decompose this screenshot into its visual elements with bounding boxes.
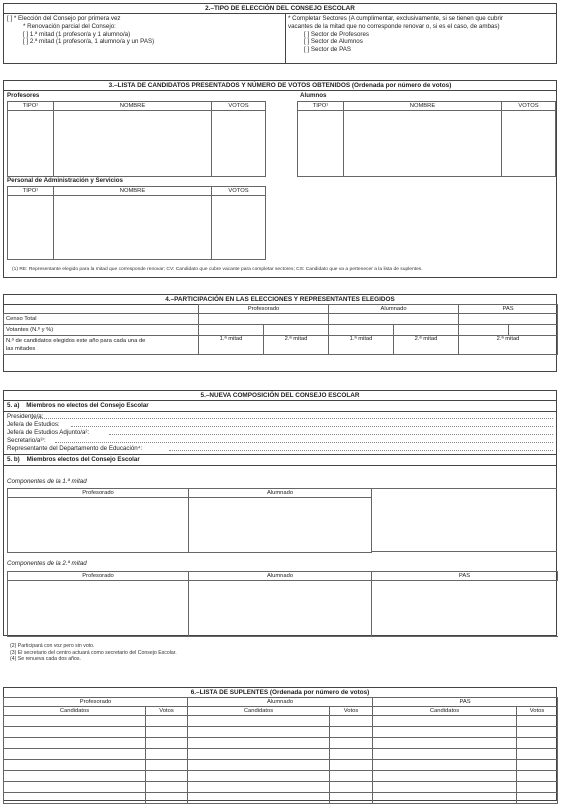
pas-candidates-table	[7, 186, 266, 260]
section-3-title: 3.–LISTA DE CANDIDATOS PRESENTADOS Y NÚMERO DE VOTOS OBTENIDOS (Ordenada por número de votos)	[4, 81, 556, 91]
section-5-box	[3, 390, 557, 636]
alum-votes-cell[interactable]	[330, 716, 373, 727]
col-tipo: TIPO¹	[298, 102, 344, 111]
first-half-components-label: Componentes de la 1.ª mitad	[7, 478, 87, 485]
prof-votes-cell[interactable]	[146, 727, 188, 738]
col-profesorado: Profesorado	[8, 489, 189, 498]
prof-votes-cell[interactable]	[146, 716, 188, 727]
alum-candidate-cell[interactable]	[188, 760, 330, 771]
censo-alum-cell[interactable]	[329, 314, 459, 325]
votantes-label: Votantes (N.º y %)	[4, 325, 199, 336]
nombre-cell[interactable]	[54, 111, 212, 177]
prof-votes-cell[interactable]	[146, 738, 188, 749]
first-time-label: * Elección del Consejo por primera vez	[13, 15, 121, 22]
tipo-cell[interactable]	[8, 111, 54, 177]
secretary-field[interactable]	[55, 442, 553, 443]
col-votos: Votos	[146, 707, 188, 716]
prof-mitad-1: 1.ª mitad	[199, 336, 264, 355]
col-alumnado: Alumnado	[329, 305, 459, 314]
group-pas: PAS	[373, 698, 558, 707]
prof-candidate-cell[interactable]	[4, 771, 146, 782]
prof-votes-cell[interactable]	[146, 749, 188, 760]
second-half-components-label: Componentes de la 2.ª mitad	[7, 560, 87, 567]
head-studies-label: Jefe/a de Estudios:	[7, 421, 60, 428]
first-time-checkbox[interactable]: [ ]	[7, 15, 13, 22]
pas-candidate-cell[interactable]	[373, 760, 517, 771]
section-4-box	[3, 294, 557, 372]
deputy-head-label: Jefe/a de Estudios Adjunto/a²:	[7, 429, 90, 436]
alum-votes-cell[interactable]	[330, 749, 373, 760]
section-5a-number: 5. a)	[7, 402, 20, 409]
partial-renewal-label: * Renovación parcial del Consejo:	[23, 22, 116, 30]
prof-candidate-cell[interactable]	[4, 749, 146, 760]
col-candidatos: Candidatos	[4, 707, 146, 716]
col-alumnado: Alumnado	[189, 572, 372, 581]
teachers-candidates-table	[7, 101, 266, 177]
prof-votes-cell[interactable]	[146, 793, 188, 804]
col-votos: Votos	[330, 707, 373, 716]
substitute-row	[4, 760, 558, 771]
col-pas: PAS	[459, 305, 558, 314]
votantes-alum-pct[interactable]	[394, 325, 459, 336]
secretary-label: Secretario/a³⁾:	[7, 437, 46, 444]
elegidos-label-line1: N.º de candidatos elegidos este año para cada una de	[6, 338, 146, 344]
substitute-row	[4, 727, 558, 738]
section-5b-number: 5. b)	[7, 456, 20, 463]
prof-candidate-cell[interactable]	[4, 760, 146, 771]
col-candidatos: Candidatos	[188, 707, 330, 716]
prof-candidate-cell[interactable]	[4, 782, 146, 793]
nombre-cell[interactable]	[54, 196, 212, 260]
pas-members-cell[interactable]	[372, 581, 558, 637]
students-label: Alumnos	[300, 92, 327, 99]
col-nombre: NOMBRE	[54, 187, 212, 196]
pas-votes-cell[interactable]	[517, 716, 558, 727]
alum-candidate-cell[interactable]	[188, 749, 330, 760]
prof-members-cell[interactable]	[8, 581, 189, 637]
participation-table	[3, 304, 558, 355]
alum-mitad-1: 1.ª mitad	[329, 336, 394, 355]
votantes-pas-n[interactable]	[459, 325, 509, 336]
col-profesorado: Profesorado	[199, 305, 329, 314]
section-5a-rule	[4, 411, 556, 412]
alum-candidate-cell[interactable]	[188, 771, 330, 782]
alum-votes-cell[interactable]	[330, 738, 373, 749]
elegidos-label-line2: las mitades	[6, 346, 36, 352]
deputy-head-field[interactable]	[109, 434, 553, 435]
students-candidates-table	[297, 101, 556, 177]
alum-mitad-2: 2.ª mitad	[394, 336, 459, 355]
alum-votes-cell[interactable]	[330, 727, 373, 738]
section-5-notes	[10, 643, 177, 663]
pas-votes-cell[interactable]	[517, 793, 558, 804]
footnote-4: (4) Se renueva cada dos años.	[10, 656, 81, 662]
col-tipo: TIPO¹	[8, 102, 54, 111]
footnote-3: (3) El secretario del centro actuará como secretario del Consejo Escolar.	[10, 649, 177, 656]
pas-candidate-cell[interactable]	[373, 727, 517, 738]
alum-members-cell[interactable]	[189, 581, 372, 637]
votantes-pas-pct[interactable]	[509, 325, 558, 336]
prof-votes-cell[interactable]	[146, 760, 188, 771]
prof-votes-cell[interactable]	[146, 782, 188, 793]
president-label: Presidente/a:	[7, 413, 44, 420]
section-6-title: 6.–LISTA DE SUPLENTES (Ordenada por número de votos)	[4, 688, 556, 698]
substitute-row	[4, 771, 558, 782]
sector-pas-option[interactable]: [ ] Sector de PAS	[304, 46, 352, 53]
votos-cell[interactable]	[212, 111, 266, 177]
complete-sectors-label: * Completar Sectores (A cumplimentar, exclusivamente, si se tienen que cubrir	[288, 15, 503, 22]
pas-votes-cell[interactable]	[517, 738, 558, 749]
group-profesorado: Profesorado	[4, 698, 188, 707]
elegidos-label	[4, 336, 199, 355]
substitute-row	[4, 749, 558, 760]
section-6-box	[3, 687, 557, 801]
col-votos: VOTOS	[212, 187, 266, 196]
tipo-cell[interactable]	[298, 111, 344, 177]
prof-mitad-2: 2.ª mitad	[264, 336, 329, 355]
pas-candidate-cell[interactable]	[373, 749, 517, 760]
votantes-prof-n[interactable]	[199, 325, 264, 336]
pas-label: Personal de Administración y Servicios	[7, 177, 124, 184]
section-5b-rule-top	[4, 454, 556, 455]
tipo-cell[interactable]	[8, 196, 54, 260]
votos-cell[interactable]	[502, 111, 556, 177]
col-pas: PAS	[372, 572, 558, 581]
pas-candidate-cell[interactable]	[373, 782, 517, 793]
section-5b-heading	[7, 456, 140, 464]
section-5a-label: Miembros no electos del Consejo Escolar	[26, 402, 149, 409]
substitute-row	[4, 716, 558, 727]
censo-pas-cell[interactable]	[459, 314, 558, 325]
substitute-row	[4, 738, 558, 749]
first-half-option[interactable]: [ ] 1.ª mitad (1 profesor/a y 1 alumno/a)	[23, 30, 131, 38]
nombre-cell[interactable]	[344, 111, 502, 177]
substitute-row	[4, 793, 558, 804]
censo-total-label: Censo Total	[4, 314, 199, 325]
col-candidatos: Candidatos	[373, 707, 517, 716]
head-studies-field[interactable]	[71, 426, 553, 427]
substitute-row	[4, 782, 558, 793]
alum-members-cell[interactable]	[189, 498, 372, 553]
sector-students-option[interactable]: [ ] Sector de Alumnos	[304, 38, 363, 46]
pas-mitad-2: 2.ª mitad	[459, 336, 558, 355]
group-alumnado: Alumnado	[188, 698, 373, 707]
prof-members-cell[interactable]	[8, 498, 189, 553]
alum-votes-cell[interactable]	[330, 760, 373, 771]
alum-candidate-cell[interactable]	[188, 716, 330, 727]
prof-candidate-cell[interactable]	[4, 727, 146, 738]
section-3-box	[3, 80, 557, 278]
pas-candidate-cell[interactable]	[373, 738, 517, 749]
col-nombre: NOMBRE	[344, 102, 502, 111]
section-5b-label: Miembros electos del Consejo Escolar	[26, 456, 140, 463]
first-half-blank-area	[371, 488, 557, 552]
votantes-alum-n[interactable]	[329, 325, 394, 336]
alum-candidate-cell[interactable]	[188, 738, 330, 749]
non-elected-fields	[7, 413, 553, 453]
alum-votes-cell[interactable]	[330, 771, 373, 782]
first-half-table	[7, 488, 372, 553]
president-field[interactable]	[31, 418, 553, 419]
election-type-right	[288, 15, 556, 54]
col-alumnado: Alumnado	[189, 489, 372, 498]
col-votos: VOTOS	[212, 102, 266, 111]
votantes-prof-pct[interactable]	[264, 325, 329, 336]
col-votos: VOTOS	[502, 102, 556, 111]
alum-votes-cell[interactable]	[330, 793, 373, 804]
pas-votes-cell[interactable]	[517, 782, 558, 793]
alum-candidate-cell[interactable]	[188, 793, 330, 804]
second-half-option[interactable]: [ ] 2.ª mitad (1 profesor/a, 1 alumno/a y un PAS)	[23, 38, 155, 46]
election-type-left	[7, 15, 282, 46]
section-5a-heading	[7, 402, 149, 410]
pas-candidate-cell[interactable]	[373, 716, 517, 727]
section-5-title: 5.–NUEVA COMPOSICIÓN DEL CONSEJO ESCOLAR	[4, 391, 556, 401]
alum-candidate-cell[interactable]	[188, 782, 330, 793]
footnote-2: (2) Participará con voz pero sin voto.	[10, 643, 95, 649]
prof-votes-cell[interactable]	[146, 771, 188, 782]
sector-teachers-option[interactable]: [ ] Sector de Profesores	[304, 30, 369, 38]
col-nombre: NOMBRE	[54, 102, 212, 111]
pas-votes-cell[interactable]	[517, 771, 558, 782]
section-5b-rule	[4, 465, 556, 466]
section-2-box	[3, 3, 557, 64]
alum-candidate-cell[interactable]	[188, 727, 330, 738]
col-tipo: TIPO¹	[8, 187, 54, 196]
pas-votes-cell[interactable]	[517, 760, 558, 771]
section-2-divider	[285, 13, 286, 64]
substitutes-table	[3, 697, 558, 804]
col-profesorado: Profesorado	[8, 572, 189, 581]
footnote-1: (1) RE: Representante elegido para la mitad que corresponde renovar; CV: Candidato que cubre vacante para completar sectores; CS: Candidato que va a pertenecer a la lista de suplentes.	[12, 267, 423, 272]
pas-candidate-cell[interactable]	[373, 793, 517, 804]
prof-candidate-cell[interactable]	[4, 738, 146, 749]
pas-votes-cell[interactable]	[517, 727, 558, 738]
pas-votes-cell[interactable]	[517, 749, 558, 760]
section-2-title: 2.–TIPO DE ELECCIÓN DEL CONSEJO ESCOLAR	[4, 4, 556, 14]
col-votos: Votos	[517, 707, 558, 716]
pas-candidate-cell[interactable]	[373, 771, 517, 782]
votos-cell[interactable]	[212, 196, 266, 260]
education-rep-field[interactable]	[169, 450, 553, 451]
prof-candidate-cell[interactable]	[4, 716, 146, 727]
second-half-table	[7, 571, 558, 637]
complete-sectors-note: vacantes de la mitad que no corresponde renovar o, si es el caso, de ambas)	[288, 22, 500, 30]
teachers-label: Profesores	[7, 92, 40, 99]
section-4-title: 4.–PARTICIPACIÓN EN LAS ELECCIONES Y REPRESENTANTES ELEGIDOS	[4, 295, 556, 305]
censo-prof-cell[interactable]	[199, 314, 329, 325]
education-rep-label: Representante del Departamento de Educación⁴:	[7, 445, 143, 452]
prof-candidate-cell[interactable]	[4, 793, 146, 804]
alum-votes-cell[interactable]	[330, 782, 373, 793]
